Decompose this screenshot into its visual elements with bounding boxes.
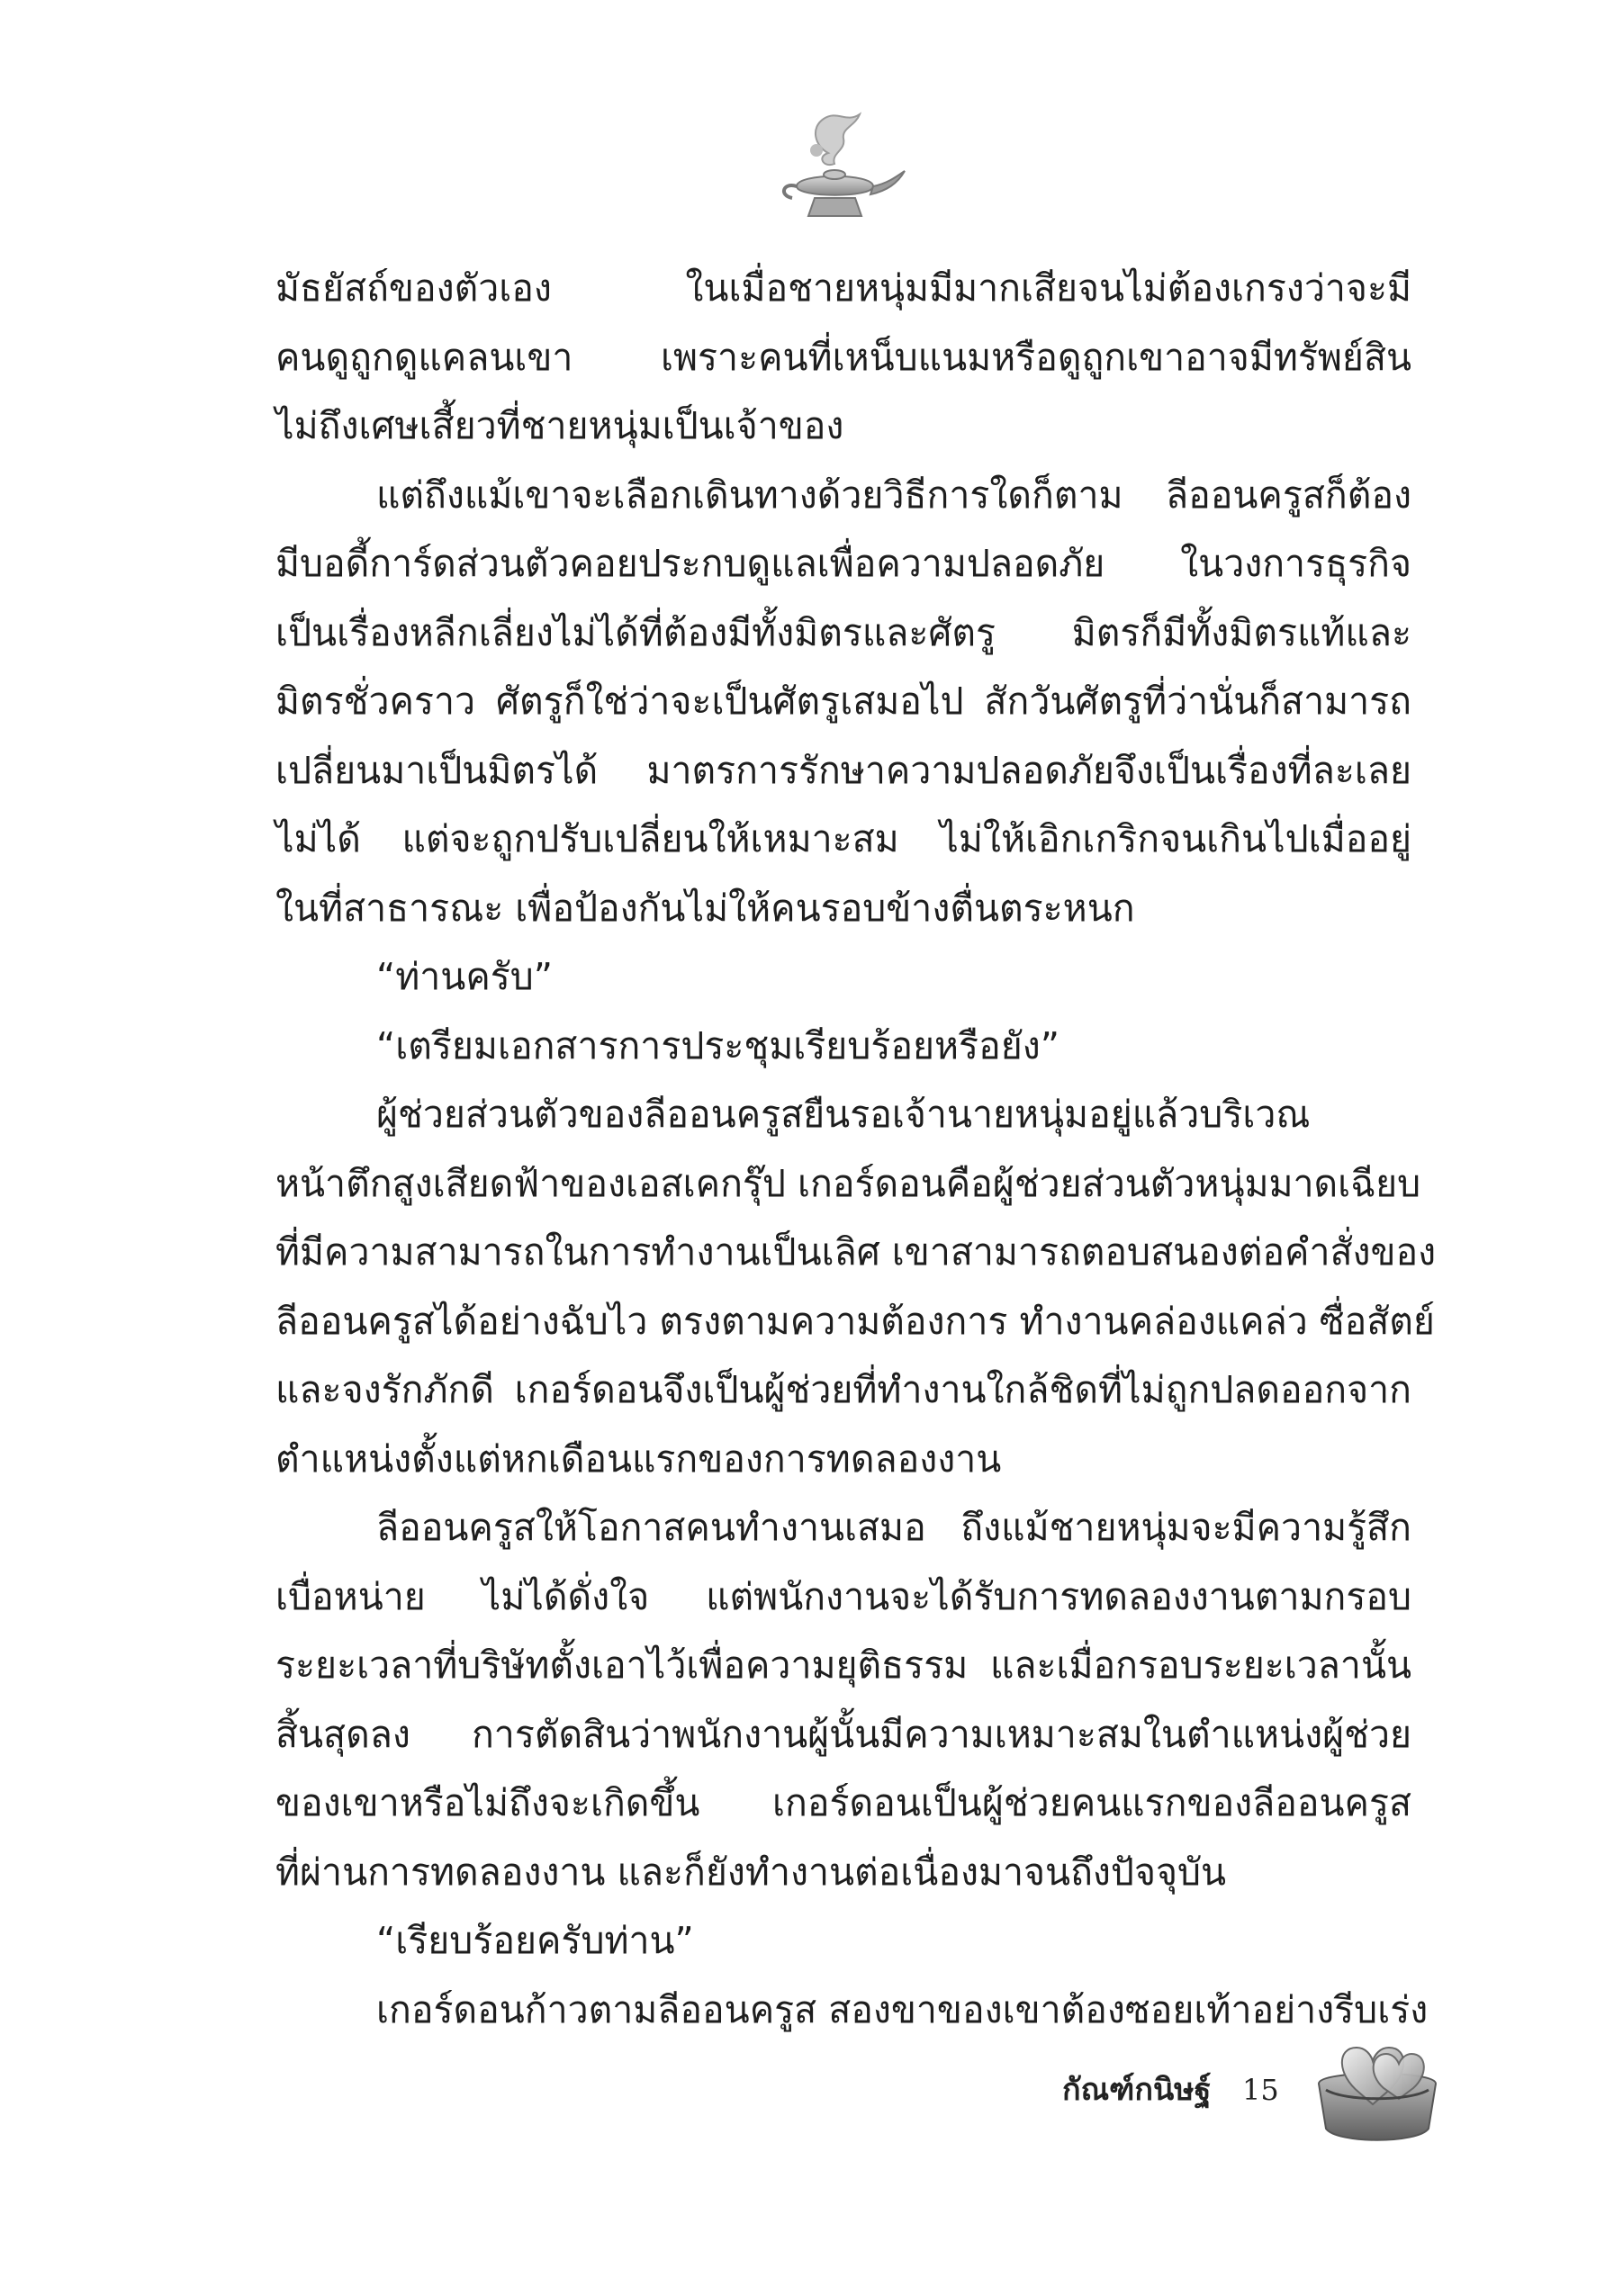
text-line: ที่ผ่านการทดลองงาน และก็ยังทำงานต่อเนื่องมาจนถึงปัจจุบัน bbox=[275, 1850, 1227, 1894]
text-line: มีบอดี้การ์ดส่วนตัวคอยประกบดูแลเพื่อความปลอดภัย ในวงการธุรกิจ bbox=[275, 542, 1411, 585]
text-line: คนดูถูกดูแคลนเขา เพราะคนที่เหน็บแนมหรือดูถูกเขาอาจมีทรัพย์สิน bbox=[275, 335, 1411, 379]
page-number: 15 bbox=[1242, 2073, 1279, 2107]
text-line: ไม่ได้ แต่จะถูกปรับเปลี่ยนให้เหมาะสม ไม่ให้เอิกเกริกจนเกินไปเมื่ออยู่ bbox=[275, 817, 1411, 860]
text-line: เป็นเรื่องหลีกเลี่ยงไม่ได้ที่ต้องมีทั้งมิตรและศัตรู มิตรก็มีทั้งมิตรแท้และ bbox=[275, 610, 1411, 654]
text-line: ของเขาหรือไม่ถึงจะเกิดขึ้น เกอร์ดอนเป็นผู้ช่วยคนแรกของลีออนครูส bbox=[275, 1781, 1411, 1824]
text-line: ระยะเวลาที่บริษัทตั้งเอาไว้เพื่อความยุติธรรม และเมื่อกรอบระยะเวลานั้น bbox=[275, 1643, 1411, 1687]
text-line: มัธยัสถ์ของตัวเอง ในเมื่อชายหนุ่มมีมากเสียจนไม่ต้องเกรงว่าจะมี bbox=[275, 266, 1411, 310]
text-line: และจงรักภักดี เกอร์ดอนจึงเป็นผู้ช่วยที่ทำงานใกล้ชิดที่ไม่ถูกปลดออกจาก bbox=[275, 1368, 1411, 1411]
text-line: เกอร์ดอนก้าวตามลีออนครูส สองขาของเขาต้องซอยเท้าอย่างรีบเร่ง bbox=[376, 1987, 1429, 2031]
text-line: ผู้ช่วยส่วนตัวของลีออนครูสยืนรอเจ้านายหนุ่มอยู่แล้วบริเวณ bbox=[376, 1093, 1311, 1136]
text-line: ตำแหน่งตั้งแต่หกเดือนแรกของการทดลองงาน bbox=[275, 1436, 1002, 1481]
dialogue-line: “เรียบร้อยครับท่าน” bbox=[376, 1919, 694, 1962]
text-line: มิตรชั่วคราว ศัตรูก็ใช่ว่าจะเป็นศัตรูเสมอไป สักวันศัตรูที่ว่านั่นก็สามารถ bbox=[275, 680, 1411, 723]
hearts-box-icon bbox=[1310, 2016, 1445, 2151]
body-text bbox=[275, 254, 1437, 2044]
text-line: ที่มีความสามารถในการทำงานเป็นเลิศ เขาสามารถตอบสนองต่อคำสั่งของ bbox=[275, 1230, 1437, 1274]
dialogue-line: “เตรียมเอกสารการประชุมเรียบร้อยหรือยัง” bbox=[376, 1023, 1059, 1067]
text-line: ไม่ถึงเศษเสี้ยวที่ชายหนุ่มเป็นเจ้าของ bbox=[275, 404, 844, 447]
genie-lamp-icon bbox=[761, 101, 914, 236]
text-line: แต่ถึงแม้เขาจะเลือกเดินทางด้วยวิธีการใดก็ตาม ลีออนครูสก็ต้อง bbox=[376, 473, 1411, 517]
text-line: ลีออนครูสให้โอกาสคนทำงานเสมอ ถึงแม้ชายหนุ่มจะมีความรู้สึก bbox=[376, 1506, 1411, 1549]
text-line: สิ้นสุดลง การตัดสินว่าพนักงานผู้นั้นมีความเหมาะสมในตำแหน่งผู้ช่วย bbox=[275, 1712, 1411, 1756]
text-line: ลีออนครูสได้อย่างฉับไว ตรงตามความต้องการ ทำงานคล่องแคล่ว ซื่อสัตย์ bbox=[275, 1299, 1435, 1343]
dialogue-line: “ท่านครับ” bbox=[376, 955, 554, 998]
book-title: กัณฑ์กนิษฐ์ bbox=[1062, 2072, 1212, 2108]
text-line: หน้าตึกสูงเสียดฟ้าของเอสเคกรุ๊ป เกอร์ดอนคือผู้ช่วยส่วนตัวหนุ่มมาดเฉียบ bbox=[275, 1161, 1421, 1205]
text-line: ในที่สาธารณะ เพื่อป้องกันไม่ให้คนรอบข้างตื่นตระหนก bbox=[275, 886, 1135, 930]
text-line: เบื่อหน่าย ไม่ได้ดั่งใจ แต่พนักงานจะได้รับการทดลองงานตามกรอบ bbox=[275, 1574, 1411, 1618]
text-line: เปลี่ยนมาเป็นมิตรได้ มาตรการรักษาความปลอดภัยจึงเป็นเรื่องที่ละเลย bbox=[275, 748, 1411, 792]
